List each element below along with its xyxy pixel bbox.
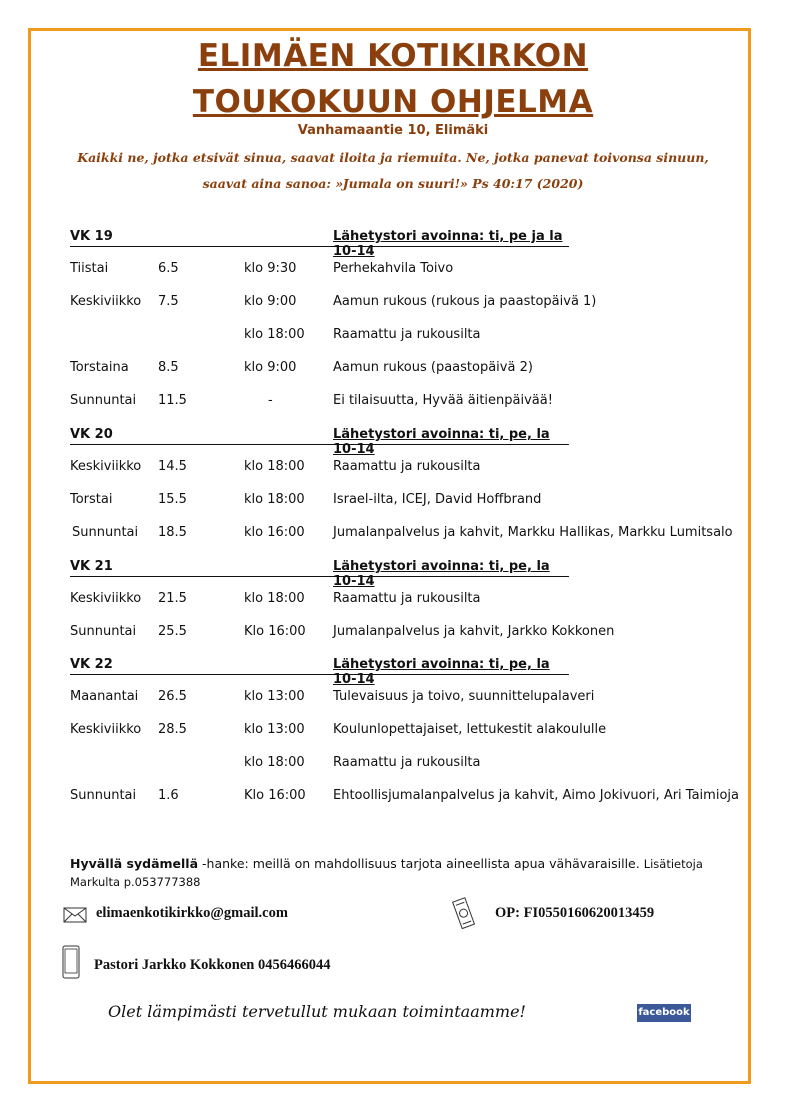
row-day: Sunnuntai [70, 393, 137, 408]
row-event: Raamattu ja rukousilta [333, 755, 481, 770]
row-time: klo 9:00 [244, 294, 297, 309]
pastor-text: Pastori Jarkko Kokkonen 0456466044 [94, 957, 331, 973]
row-date: 11.5 [158, 393, 187, 408]
row-day: Sunnuntai [72, 525, 139, 540]
week-label: VK 21 [70, 559, 113, 574]
row-time: klo 9:30 [244, 261, 297, 276]
email-text: elimaenkotikirkko@gmail.com [96, 905, 288, 921]
row-date: 7.5 [158, 294, 179, 309]
row-time: klo 18:00 [244, 755, 305, 770]
title-line-1: ELIMÄEN KOTIKIRKON [197, 38, 589, 74]
phone-icon [62, 945, 80, 979]
schedule-row [0, 261, 786, 279]
store-hours: Lähetystori avoinna: ti, pe ja la 10-14 [333, 229, 563, 259]
row-date: 26.5 [158, 689, 187, 704]
schedule-row [0, 327, 786, 345]
row-date: 28.5 [158, 722, 187, 737]
welcome-text: Olet lämpimästi tervetullut mukaan toimintaamme! [108, 1002, 526, 1021]
schedule-row [0, 459, 786, 477]
row-date: 25.5 [158, 624, 187, 639]
row-time: klo 13:00 [244, 689, 305, 704]
notice-bold: Hyvällä sydämellä [70, 856, 199, 871]
row-date: 18.5 [158, 525, 187, 540]
schedule-row [0, 755, 786, 773]
row-time: klo 18:00 [244, 591, 305, 606]
row-day: Torstai [70, 492, 113, 507]
row-time: klo 16:00 [244, 525, 305, 540]
row-day: Keskiviikko [70, 591, 142, 606]
schedule-row [0, 360, 786, 378]
row-event: Raamattu ja rukousilta [333, 591, 481, 606]
row-event: Perhekahvila Toivo [333, 261, 454, 276]
quote-line-1: Kaikki ne, jotka etsivät sinua, saavat iloita ja riemuita. Ne, jotka panevat toivonsa sinuun, [77, 150, 709, 165]
store-hours: Lähetystori avoinna: ti, pe, la 10-14 [333, 427, 550, 457]
row-time: klo 13:00 [244, 722, 305, 737]
quote-post: on suuri!» Ps 40:17 (2020) [391, 176, 584, 191]
notice [70, 855, 740, 891]
row-time: klo 9:00 [244, 360, 297, 375]
row-day: Torstaina [70, 360, 129, 375]
row-time: Klo 16:00 [244, 788, 306, 803]
row-time: klo 18:00 [244, 492, 305, 507]
row-date: 15.5 [158, 492, 187, 507]
address: Vanhamaantie 10, Elimäki [297, 123, 489, 138]
quote-pre: saavat aina sanoa: » [202, 176, 343, 191]
row-event: Jumalanpalvelus ja kahvit, Markku Hallikas, Markku Lumitsalo [333, 525, 733, 540]
schedule-row [0, 492, 786, 510]
row-day: Keskiviikko [70, 459, 142, 474]
envelope-icon [63, 907, 87, 923]
row-day: Tiistai [70, 261, 109, 276]
week-label: VK 19 [70, 229, 113, 244]
week-header [70, 656, 569, 687]
row-day: Keskiviikko [70, 722, 142, 737]
quote-emphasis: Jumala [342, 176, 392, 191]
facebook-logo[interactable]: facebook [637, 1004, 691, 1022]
store-hours: Lähetystori avoinna: ti, pe, la 10-14 [333, 657, 550, 687]
row-event: Jumalanpalvelus ja kahvit, Jarkko Kokkonen [333, 624, 615, 639]
week-header [70, 228, 569, 259]
row-event: Israel-ilta, ICEJ, David Hoffbrand [333, 492, 542, 507]
week-header [70, 558, 569, 589]
week-label: VK 22 [70, 657, 113, 672]
row-event: Ehtoollisjumalanpalvelus ja kahvit, Aimo Jokivuori, Ari Taimioja [333, 788, 739, 803]
week-header [70, 426, 569, 457]
week-label: VK 20 [70, 427, 113, 442]
row-date: 6.5 [158, 261, 179, 276]
row-event: Koulunlopettajaiset, lettukestit alakoululle [333, 722, 607, 737]
row-date: 14.5 [158, 459, 187, 474]
row-day: Maanantai [70, 689, 139, 704]
row-event: Ei tilaisuutta, Hyvää äitienpäivää! [333, 393, 553, 408]
notice-small: Lisätietoja Markulta p.053777388 [70, 857, 703, 889]
schedule-row [0, 624, 786, 642]
row-date: 1.6 [158, 788, 179, 803]
row-event: Raamattu ja rukousilta [333, 327, 481, 342]
title-line-2: TOUKOKUUN OHJELMA [192, 84, 594, 120]
row-time: - [268, 393, 273, 408]
schedule-row [0, 788, 786, 806]
row-date: 21.5 [158, 591, 187, 606]
account-text: OP: FI0550160620013459 [495, 905, 655, 921]
row-time: klo 18:00 [244, 459, 305, 474]
schedule-row [0, 525, 786, 543]
notice-text: -hanke: meillä on mahdollisuus tarjota aineellista apua vähävaraisille. [198, 856, 644, 871]
row-event: Raamattu ja rukousilta [333, 459, 481, 474]
schedule-row [0, 393, 786, 411]
schedule-row [0, 591, 786, 609]
row-date: 8.5 [158, 360, 179, 375]
row-time: Klo 16:00 [244, 624, 306, 639]
schedule-row [0, 689, 786, 707]
store-hours: Lähetystori avoinna: ti, pe, la 10-14 [333, 559, 550, 589]
row-event: Tulevaisuus ja toivo, suunnittelupalaveri [333, 689, 595, 704]
schedule-row [0, 294, 786, 312]
row-event: Aamun rukous (paastopäivä 2) [333, 360, 533, 375]
money-icon [452, 896, 476, 930]
row-event: Aamun rukous (rukous ja paastopäivä 1) [333, 294, 597, 309]
quote-line-2 [0, 176, 786, 191]
row-day: Sunnuntai [70, 624, 137, 639]
schedule-row [0, 722, 786, 740]
row-time: klo 18:00 [244, 327, 305, 342]
row-day: Keskiviikko [70, 294, 142, 309]
row-day: Sunnuntai [70, 788, 137, 803]
